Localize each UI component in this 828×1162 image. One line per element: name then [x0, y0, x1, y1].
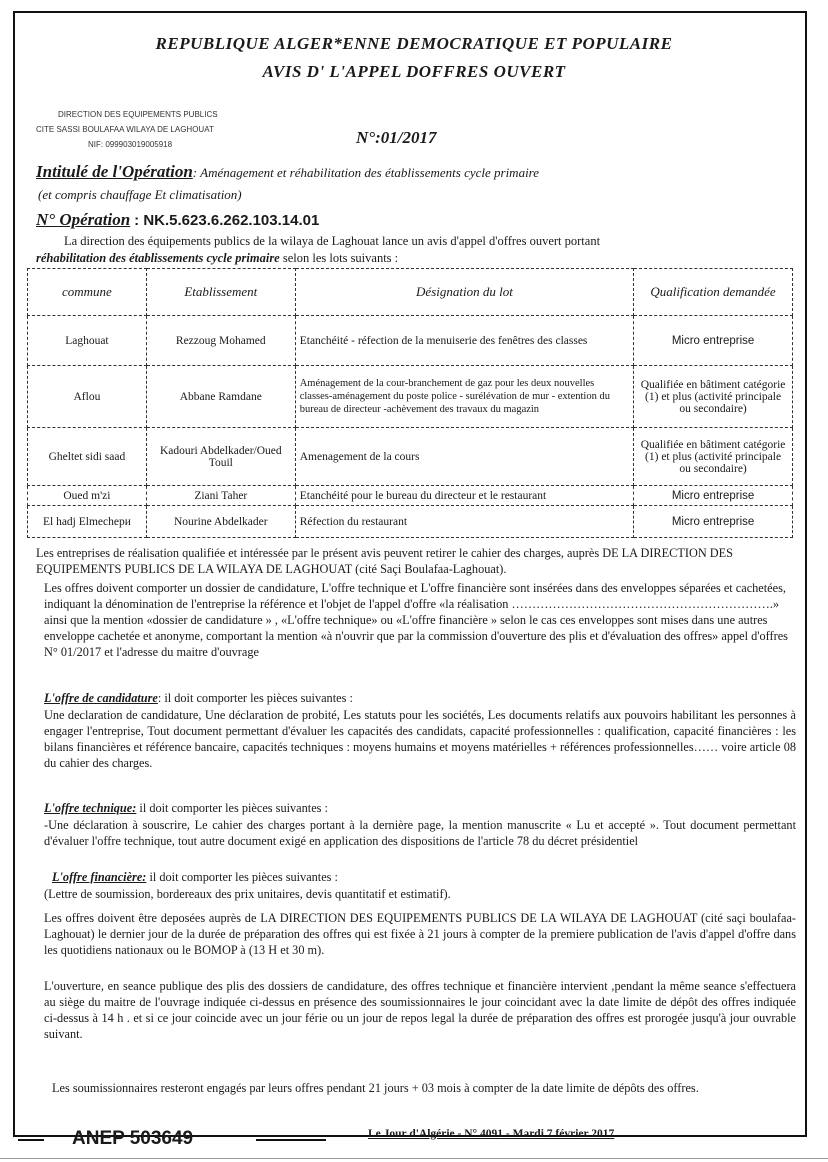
paragraph-retrait: Les entreprises de réalisation qualifiée et intéressée par le présent avis peuvent retirer le cahier des charges, auprès DE LA DIRECTION DES EQUIPEMENTS PUBLICS DE LA WILAYA DE LAGHOUAT (cité Saçi Boulafaa-Laghouat).	[36, 546, 734, 576]
cell-commune: Aflou	[28, 366, 147, 428]
cell-designation: Etanchéité - réfection de la menuiserie des fenêtres des classes	[295, 316, 633, 366]
header-title: REPUBLIQUE ALGER*ENNE DEMOCRATIQUE ET POPULAIRE	[155, 34, 673, 53]
intro-rest: selon les lots suivants :	[279, 251, 399, 265]
operation-line	[36, 210, 319, 230]
table-row	[28, 506, 793, 538]
intro-line-1: La direction des équipements publics de la wilaya de Laghouat lance un avis d'appel d'offres ouvert portant	[64, 234, 601, 248]
financiere-label: L'offre financière:	[52, 870, 147, 884]
paragraph-ouverture: L'ouverture, en seance publique des plis des dossiers de candidature, des offres technique et financière intervient ,pendant la même seance s'effectuera au siège du maitre de l'ouvrage indiquée ci-dessus en présence des soumissionnaires le jour coincidant avec la date limite de dépôt des offres indiquée ci-dessus à 14 h . et si ce jour coincide avec un jour férie ou un jour de repos legal la durée de préparation des offres est prorogée jusqu'à jour ouvrable suivant.	[44, 979, 796, 1041]
notice-number: N°:01/2017	[356, 128, 437, 147]
cell-commune: Oued m'zi	[28, 486, 147, 506]
operation-label: N° Opération	[36, 210, 131, 229]
table-row	[28, 486, 793, 506]
header-qualification: Qualification demandée	[634, 269, 793, 316]
cell-commune: Gheltet sidi saad	[28, 428, 147, 486]
paragraph-offres: Les offres doivent comporter un dossier de candidature, L'offre technique et L'offre financière sont insérées dans des enveloppes séparées et cachetées, indiquant la dénomination de l'entreprise la référence et l'objet de l'appel d'offre «la réalisation ……………………………………………………….» ainsi que la mention «dossier de candidature » , «L'offre technique» ou «L'offre financière » selon le cas ces enveloppes sont mises dans une autres enveloppe cachetée et anonyme, comportant la mention «à n'ouvrir que par la commission d'ouverture des plis et d'évaluation des offres» appel d'offres N° 01/2017 et l'adresse du maitre d'ouvrage	[44, 581, 788, 659]
cell-etablissement: Rezzoug Mohamed	[146, 316, 295, 366]
intro-line-2	[36, 251, 398, 266]
intitule-label: Intitulé de l'Opération	[36, 162, 193, 181]
cell-designation: Aménagement de la cour-branchement de gaz pour les deux nouvelles classes-aménagement du poste police - surélévation de mur - extention du bureau de directeur -achèvement des travaux du magazin	[295, 366, 633, 428]
header-subtitle: AVIS D' L'APPEL DOFFRES OUVERT	[262, 62, 566, 81]
table-row	[28, 428, 793, 486]
cell-etablissement: Kadouri Abdelkader/Oued Touil	[146, 428, 295, 486]
cell-commune: Laghouat	[28, 316, 147, 366]
candidature-text: Une declaration de candidature, Une déclaration de probité, Les statuts pour les sociétés, Les documents relatifs aux pouvoirs habilitant les personnes à engager l'entreprise, Tout document permettant d'évaluer les capacités des candidats, capacité professionnelles : qualification, capacité financières : les bilans financières et référence bancaire, capacités techniques : moyens humains et moyens matérielles + références professionnelles…… voire article 08 du cahier des charges.	[44, 708, 796, 770]
cell-etablissement: Abbane Ramdane	[146, 366, 295, 428]
technique-heading	[44, 800, 800, 816]
candidature-label: L'offre de candidature	[44, 691, 158, 705]
technique-rest: il doit comporter les pièces suivantes :	[136, 801, 328, 815]
header-commune: commune	[28, 269, 147, 316]
cell-qualification: Micro entreprise	[634, 486, 793, 506]
cell-designation: Réfection du restaurant	[295, 506, 633, 538]
cell-designation: Etanchéité pour le bureau du directeur et le restaurant	[295, 486, 633, 506]
financiere-heading	[52, 869, 808, 885]
operation-value: : NK.5.623.6.262.103.14.01	[134, 212, 320, 229]
header-etablissement: Etablissement	[146, 269, 295, 316]
technique-label: L'offre technique:	[44, 801, 137, 815]
intro-bold: réhabilitation des établissements cycle primaire	[36, 251, 280, 265]
footer-rule-middle	[256, 1139, 326, 1141]
intitule-text-2: (et compris chauffage Et climatisation)	[38, 187, 242, 202]
table-header-row	[28, 269, 793, 316]
cell-etablissement: Nourine Abdelkader	[146, 506, 295, 538]
financiere-text: (Lettre de soumission, bordereaux des prix unitaires, devis quantitatif et estimatif).	[44, 887, 451, 901]
table-row	[28, 316, 793, 366]
intitule-line	[36, 162, 539, 182]
cell-qualification: Micro entreprise	[634, 316, 793, 366]
candidature-rest: : il doit comporter les pièces suivantes :	[157, 691, 353, 705]
footer-rule-left	[18, 1139, 44, 1141]
cell-etablissement: Ziani Taher	[146, 486, 295, 506]
org-nif: NIF: 099903019005918	[88, 140, 173, 149]
journal-reference: Le Jour d'Algérie - N° 4091 - Mardi 7 février 2017	[368, 1128, 615, 1140]
header-designation: Désignation du lot	[295, 269, 633, 316]
cell-qualification: Micro entreprise	[634, 506, 793, 538]
financiere-rest: il doit comporter les pièces suivantes :	[146, 870, 338, 884]
cell-designation: Amenagement de la cours	[295, 428, 633, 486]
candidature-heading	[44, 690, 800, 706]
bottom-rule	[0, 1158, 828, 1159]
lots-table	[27, 268, 793, 538]
cell-qualification: Qualifiée en bâtiment catégorie (1) et plus (activité principale ou secondaire)	[634, 428, 793, 486]
paragraph-depot: Les offres doivent être deposées auprès de LA DIRECTION DES EQUIPEMENTS PUBLICS DE LA WILAYA DE LAGHOUAT (cité saçi boulafaa-Laghouat) le dernier jour de la durée de préparation des offres qui est fixée à 21 jours à compter de la premiere publication de l'avis d'appel d'offre dans les quotidiens nationaux ou le BOMOP à (13 H et 30 m).	[44, 911, 796, 957]
technique-text: -Une déclaration à souscrire, Le cahier des charges portant à la dernière page, la mention manuscrite « Lu et accepté ». Tout document permettant d'évaluer l'offre technique, tout autre document exigé en application des dispositions de l'article 78 du décret présidentiel	[44, 818, 796, 848]
table-row	[28, 366, 793, 428]
cell-commune: El hadj Elmechери	[28, 506, 147, 538]
intitule-text: : Aménagement et réhabilitation des établissements cycle primaire	[192, 165, 540, 180]
org-name: DIRECTION DES EQUIPEMENTS PUBLICS	[58, 110, 218, 119]
cell-qualification: Qualifiée en bâtiment catégorie (1) et plus (activité principale ou secondaire)	[634, 366, 793, 428]
anep-reference: ANEP 503649	[72, 1128, 194, 1149]
paragraph-engagement: Les soumissionnaires resteront engagés par leurs offres pendant 21 jours + 03 mois à compter de la date limite de dépôts des offres.	[52, 1081, 699, 1095]
org-address: CITE SASSI BOULAFAA WILAYA DE LAGHOUAT	[36, 125, 214, 134]
